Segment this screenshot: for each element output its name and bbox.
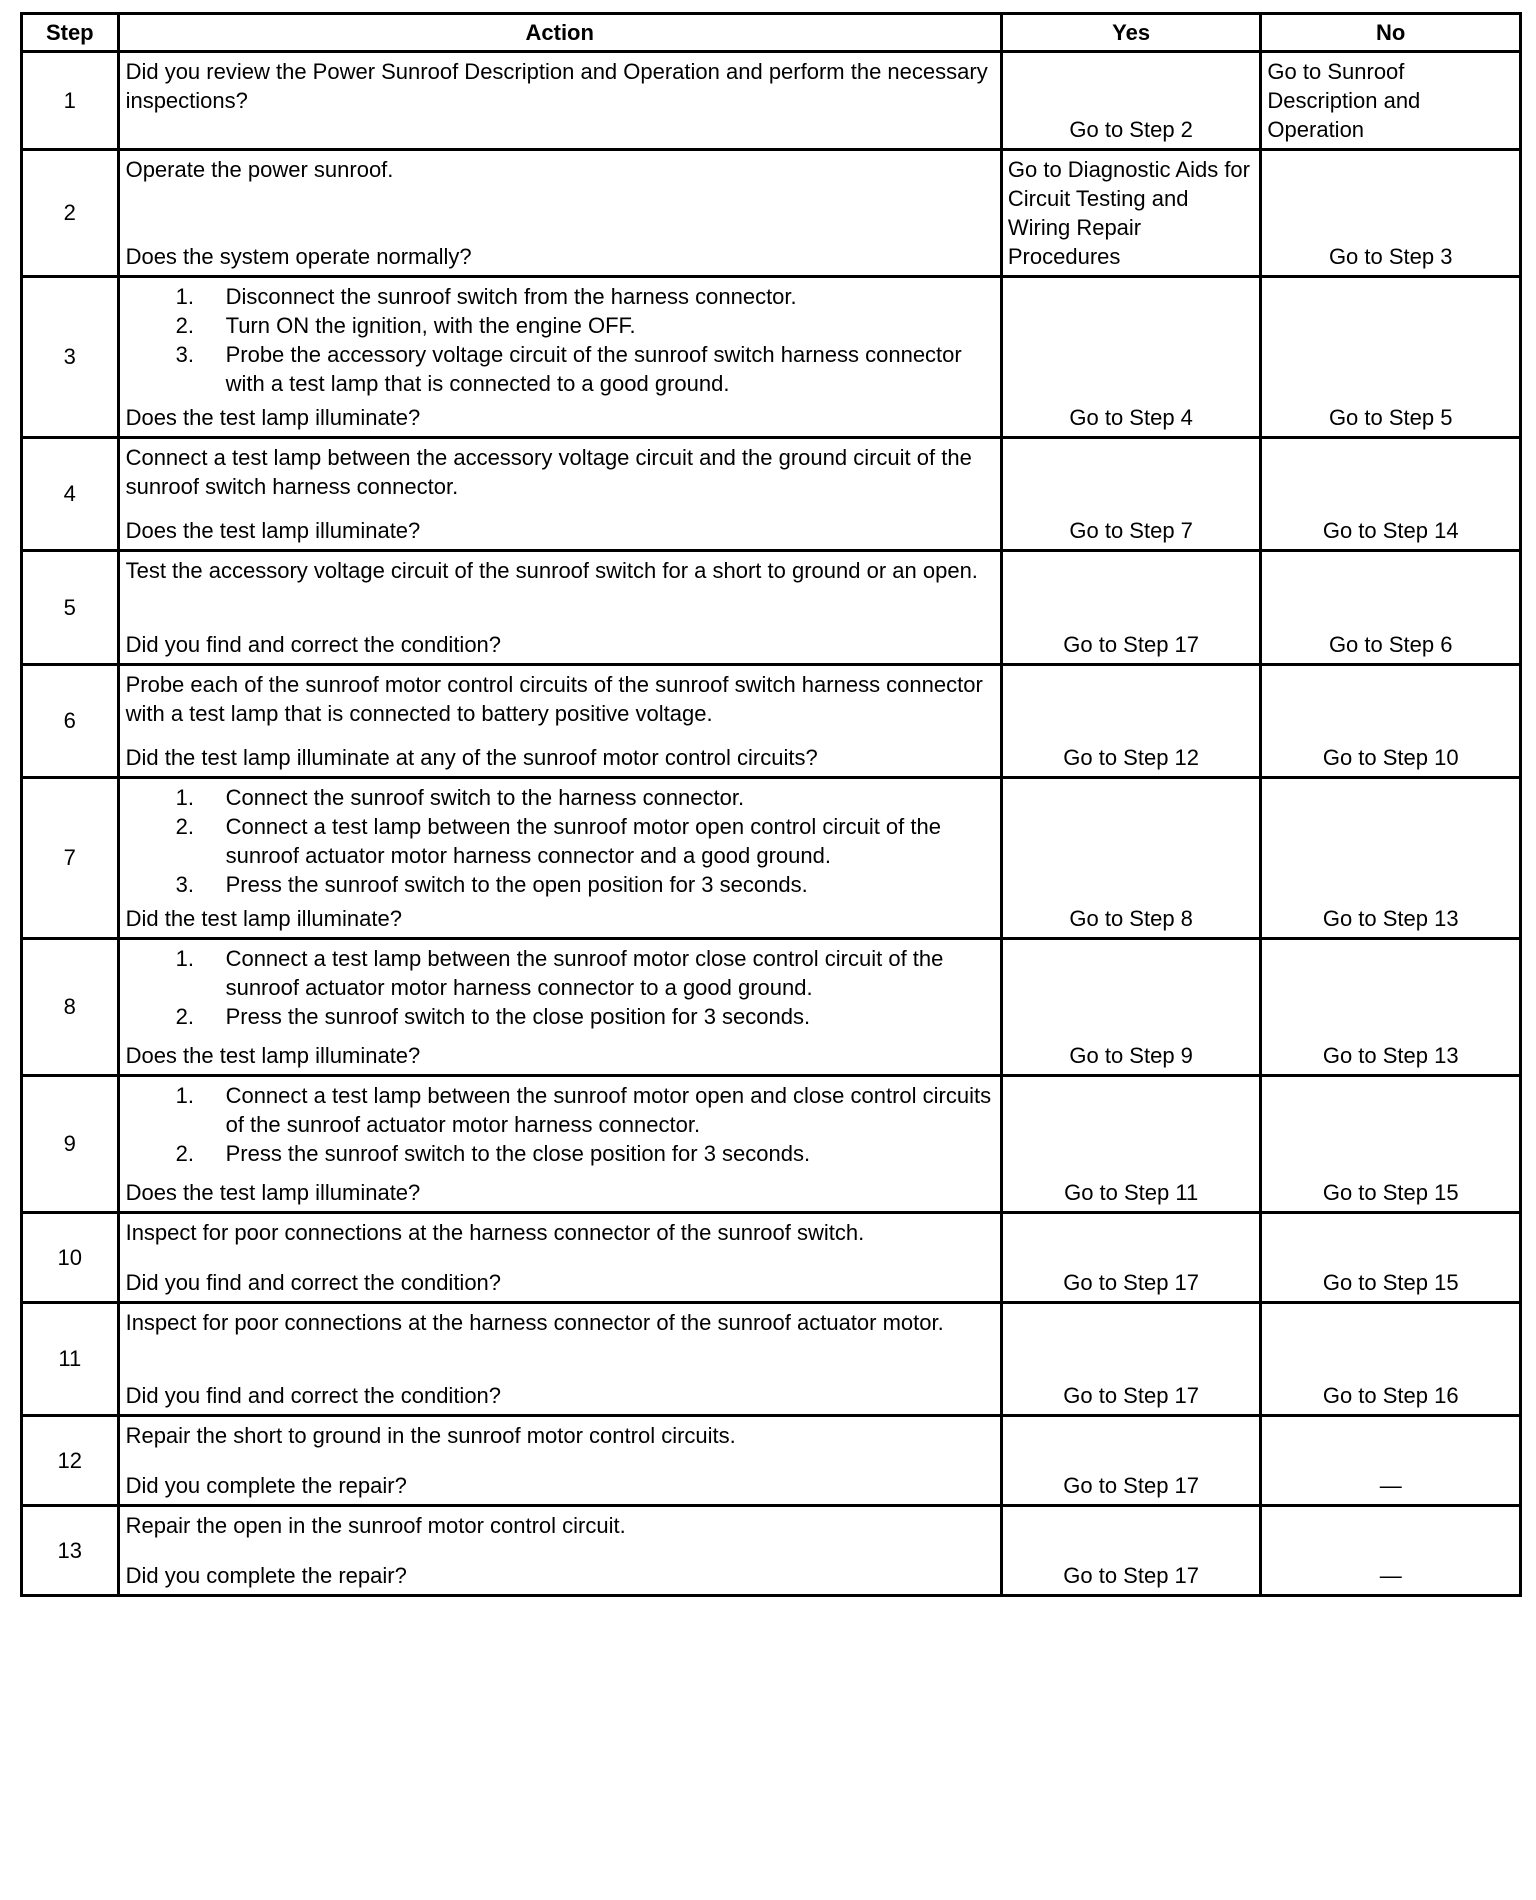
table-row bbox=[22, 52, 1521, 150]
table-row bbox=[22, 1506, 1521, 1596]
step-number: 13 bbox=[22, 1506, 119, 1596]
diagnostic-table-container bbox=[20, 12, 1522, 1597]
action-step-text: Connect the sunroof switch to the harness connector. bbox=[225, 785, 745, 810]
action-cell bbox=[118, 1076, 1001, 1213]
action-step-text: Connect a test lamp between the sunroof motor open and close control circuits of the sunroof actuator motor harness connector. bbox=[225, 1083, 992, 1137]
action-step-text: Connect a test lamp between the sunroof motor close control circuit of the sunroof actuator motor harness connector to a good ground. bbox=[225, 946, 944, 1000]
yes-cell bbox=[1001, 52, 1261, 150]
table-row bbox=[22, 1213, 1521, 1303]
no-answer: — bbox=[1379, 1473, 1402, 1498]
yes-cell bbox=[1001, 778, 1261, 939]
action-step-number: 2. bbox=[175, 1004, 194, 1029]
action-step-text: Press the sunroof switch to the close position for 3 seconds. bbox=[225, 1004, 811, 1029]
yes-answer: Go to Step 7 bbox=[1069, 518, 1193, 543]
action-text: Did you review the Power Sunroof Description and Operation and perform the necessary inspections? bbox=[125, 59, 988, 113]
no-answer: Go to Step 10 bbox=[1322, 745, 1459, 770]
table-row bbox=[22, 1303, 1521, 1416]
action-step-number: 1. bbox=[175, 785, 194, 810]
no-answer: Go to Step 14 bbox=[1322, 518, 1459, 543]
yes-cell bbox=[1001, 665, 1261, 778]
action-question: Did you complete the repair? bbox=[125, 1563, 407, 1588]
action-cell bbox=[118, 1303, 1001, 1416]
no-cell bbox=[1261, 150, 1521, 277]
no-cell bbox=[1261, 438, 1521, 551]
action-step-item bbox=[126, 1002, 994, 1031]
no-answer: Go to Sunroof Description and Operation bbox=[1267, 59, 1421, 142]
diagnostic-table bbox=[20, 12, 1522, 1597]
table-row bbox=[22, 665, 1521, 778]
no-cell bbox=[1261, 1506, 1521, 1596]
yes-answer: Go to Diagnostic Aids for Circuit Testing and Wiring Repair Procedures bbox=[1007, 157, 1250, 269]
action-step-item bbox=[126, 783, 994, 812]
action-text: Operate the power sunroof. bbox=[125, 157, 394, 182]
action-text: Probe each of the sunroof motor control circuits of the sunroof switch harness connector with a test lamp that is connected to battery positive voltage. bbox=[125, 672, 983, 726]
action-step-item bbox=[126, 944, 994, 1002]
action-cell bbox=[118, 277, 1001, 438]
step-number: 7 bbox=[22, 778, 119, 939]
header-action: Action bbox=[118, 14, 1001, 52]
action-question: Did you find and correct the condition? bbox=[125, 632, 502, 657]
no-answer: Go to Step 6 bbox=[1328, 632, 1453, 657]
action-cell bbox=[118, 939, 1001, 1076]
yes-cell bbox=[1001, 150, 1261, 277]
action-step-text: Press the sunroof switch to the close position for 3 seconds. bbox=[225, 1141, 811, 1166]
yes-cell bbox=[1001, 1506, 1261, 1596]
action-step-item bbox=[126, 282, 994, 311]
action-step-number: 1. bbox=[175, 946, 194, 971]
table-row bbox=[22, 1416, 1521, 1506]
action-step-item bbox=[126, 812, 994, 870]
step-number: 2 bbox=[22, 150, 119, 277]
action-cell bbox=[118, 1213, 1001, 1303]
no-answer: Go to Step 13 bbox=[1322, 906, 1459, 931]
action-step-text: Press the sunroof switch to the open position for 3 seconds. bbox=[225, 872, 808, 897]
action-step-text: Disconnect the sunroof switch from the harness connector. bbox=[225, 284, 797, 309]
action-question: Did you find and correct the condition? bbox=[125, 1383, 502, 1408]
action-question: Does the test lamp illuminate? bbox=[125, 1043, 421, 1068]
action-step-text: Connect a test lamp between the sunroof motor open control circuit of the sunroof actuator motor harness connector and a good ground. bbox=[225, 814, 941, 868]
action-cell bbox=[118, 438, 1001, 551]
no-cell bbox=[1261, 778, 1521, 939]
action-question: Does the system operate normally? bbox=[125, 244, 472, 269]
no-cell bbox=[1261, 277, 1521, 438]
action-step-number: 2. bbox=[175, 313, 194, 338]
action-question: Does the test lamp illuminate? bbox=[125, 518, 421, 543]
action-step-item bbox=[126, 340, 994, 398]
no-answer: Go to Step 5 bbox=[1328, 405, 1453, 430]
action-question: Did you complete the repair? bbox=[125, 1473, 407, 1498]
action-question: Did the test lamp illuminate at any of the sunroof motor control circuits? bbox=[125, 745, 818, 770]
step-number: 5 bbox=[22, 551, 119, 665]
yes-cell bbox=[1001, 939, 1261, 1076]
table-row bbox=[22, 551, 1521, 665]
header-row bbox=[22, 14, 1521, 52]
table-row bbox=[22, 939, 1521, 1076]
no-cell bbox=[1261, 1303, 1521, 1416]
action-cell bbox=[118, 150, 1001, 277]
action-step-item bbox=[126, 870, 994, 899]
action-step-number: 1. bbox=[175, 1083, 194, 1108]
no-cell bbox=[1261, 1076, 1521, 1213]
yes-cell bbox=[1001, 1076, 1261, 1213]
no-answer: — bbox=[1379, 1563, 1402, 1588]
action-step-item bbox=[126, 1139, 994, 1168]
action-question: Does the test lamp illuminate? bbox=[125, 405, 421, 430]
no-cell bbox=[1261, 1416, 1521, 1506]
table-row bbox=[22, 778, 1521, 939]
table-row bbox=[22, 1076, 1521, 1213]
action-cell bbox=[118, 551, 1001, 665]
action-text: Repair the short to ground in the sunroof motor control circuits. bbox=[125, 1423, 736, 1448]
no-answer: Go to Step 15 bbox=[1322, 1180, 1459, 1205]
yes-answer: Go to Step 2 bbox=[1069, 117, 1193, 142]
no-cell bbox=[1261, 1213, 1521, 1303]
step-number: 4 bbox=[22, 438, 119, 551]
action-text: Repair the open in the sunroof motor control circuit. bbox=[125, 1513, 626, 1538]
action-text: Inspect for poor connections at the harness connector of the sunroof switch. bbox=[125, 1220, 865, 1245]
action-cell bbox=[118, 1416, 1001, 1506]
action-cell bbox=[118, 778, 1001, 939]
action-steps-list bbox=[126, 944, 994, 1031]
no-cell bbox=[1261, 665, 1521, 778]
action-step-number: 2. bbox=[175, 1141, 194, 1166]
table-row bbox=[22, 438, 1521, 551]
step-number: 3 bbox=[22, 277, 119, 438]
table-row bbox=[22, 150, 1521, 277]
yes-answer: Go to Step 17 bbox=[1063, 1473, 1200, 1498]
no-answer: Go to Step 16 bbox=[1322, 1383, 1459, 1408]
action-steps-list bbox=[126, 783, 994, 899]
yes-answer: Go to Step 17 bbox=[1063, 1383, 1200, 1408]
action-step-item bbox=[126, 311, 994, 340]
no-answer: Go to Step 3 bbox=[1328, 244, 1453, 269]
yes-cell bbox=[1001, 438, 1261, 551]
no-answer: Go to Step 13 bbox=[1322, 1043, 1459, 1068]
header-step: Step bbox=[22, 14, 119, 52]
yes-answer: Go to Step 4 bbox=[1069, 405, 1193, 430]
step-number: 10 bbox=[22, 1213, 119, 1303]
yes-cell bbox=[1001, 1416, 1261, 1506]
yes-answer: Go to Step 9 bbox=[1069, 1043, 1193, 1068]
action-text: Connect a test lamp between the accessory voltage circuit and the ground circuit of the sunroof switch harness connector. bbox=[125, 445, 972, 499]
yes-cell bbox=[1001, 551, 1261, 665]
yes-cell bbox=[1001, 1213, 1261, 1303]
no-cell bbox=[1261, 939, 1521, 1076]
step-number: 11 bbox=[22, 1303, 119, 1416]
action-step-number: 3. bbox=[175, 342, 194, 367]
action-steps-list bbox=[126, 1081, 994, 1168]
action-steps-list bbox=[126, 282, 994, 398]
action-step-text: Probe the accessory voltage circuit of the sunroof switch harness connector with a test lamp that is connected to a good ground. bbox=[225, 342, 962, 396]
action-text: Test the accessory voltage circuit of the sunroof switch for a short to ground or an open. bbox=[125, 558, 978, 583]
header-no: No bbox=[1261, 14, 1521, 52]
action-cell bbox=[118, 665, 1001, 778]
action-cell bbox=[118, 1506, 1001, 1596]
step-number: 8 bbox=[22, 939, 119, 1076]
yes-cell bbox=[1001, 277, 1261, 438]
yes-answer: Go to Step 17 bbox=[1063, 1563, 1200, 1588]
yes-answer: Go to Step 12 bbox=[1063, 745, 1200, 770]
yes-answer: Go to Step 17 bbox=[1063, 632, 1200, 657]
action-question: Did you find and correct the condition? bbox=[125, 1270, 502, 1295]
action-step-number: 1. bbox=[175, 284, 194, 309]
header-yes: Yes bbox=[1001, 14, 1261, 52]
action-step-number: 3. bbox=[175, 872, 194, 897]
action-step-text: Turn ON the ignition, with the engine OFF. bbox=[225, 313, 636, 338]
yes-answer: Go to Step 11 bbox=[1064, 1180, 1199, 1205]
no-answer: Go to Step 15 bbox=[1322, 1270, 1459, 1295]
no-cell bbox=[1261, 551, 1521, 665]
action-question: Did the test lamp illuminate? bbox=[125, 906, 402, 931]
table-row bbox=[22, 277, 1521, 438]
no-cell bbox=[1261, 52, 1521, 150]
step-number: 12 bbox=[22, 1416, 119, 1506]
action-step-number: 2. bbox=[175, 814, 194, 839]
action-step-item bbox=[126, 1081, 994, 1139]
yes-answer: Go to Step 8 bbox=[1069, 906, 1193, 931]
yes-cell bbox=[1001, 1303, 1261, 1416]
step-number: 9 bbox=[22, 1076, 119, 1213]
action-text: Inspect for poor connections at the harness connector of the sunroof actuator motor. bbox=[125, 1310, 944, 1335]
step-number: 1 bbox=[22, 52, 119, 150]
action-cell bbox=[118, 52, 1001, 150]
step-number: 6 bbox=[22, 665, 119, 778]
yes-answer: Go to Step 17 bbox=[1063, 1270, 1200, 1295]
action-question: Does the test lamp illuminate? bbox=[125, 1180, 421, 1205]
